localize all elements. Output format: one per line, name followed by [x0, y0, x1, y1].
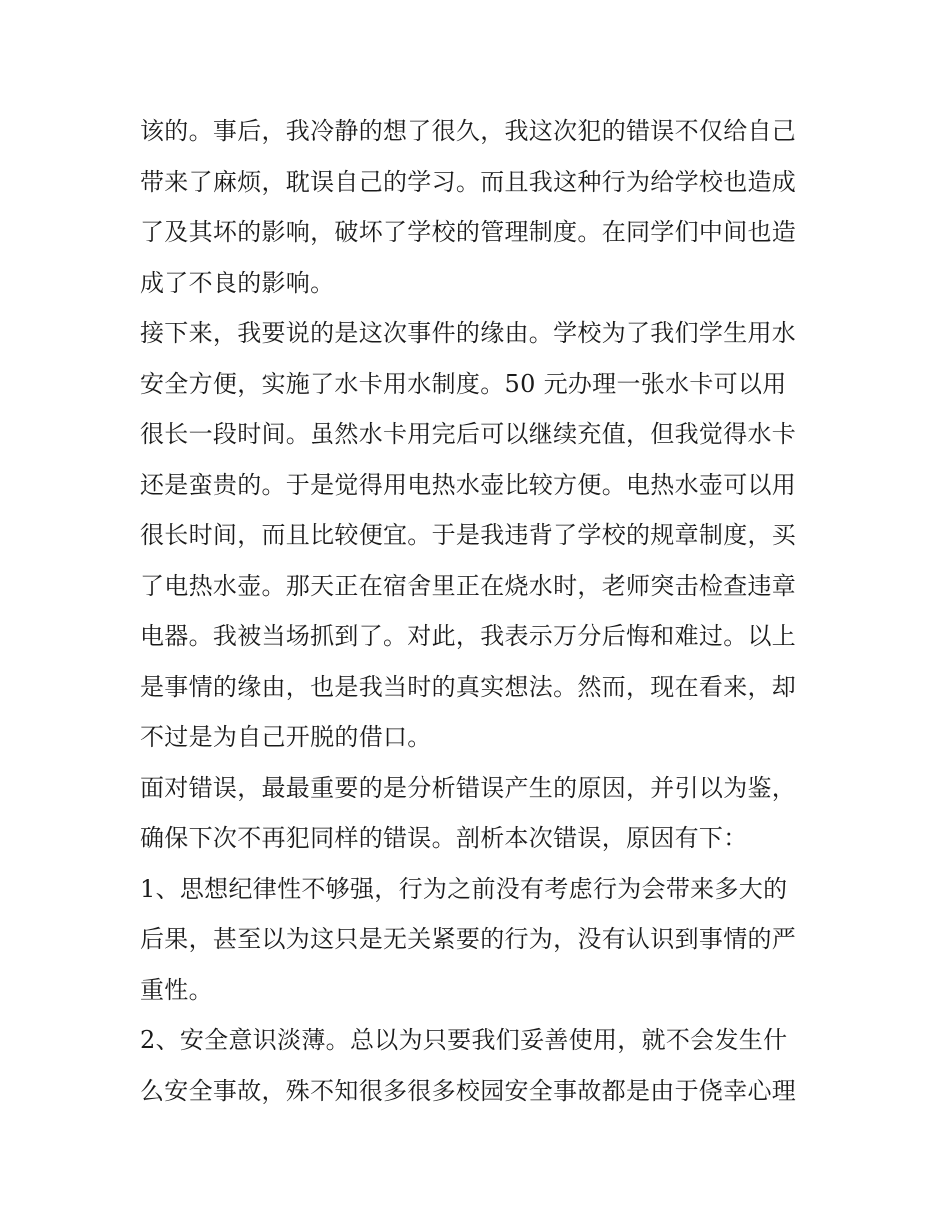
text-line: 电器。我被当场抓到了。对此，我表示万分后悔和难过。以上: [140, 622, 797, 650]
text-line: 2、安全意识淡薄。总以为只要我们妥善使用，就不会发生什: [140, 1026, 788, 1054]
text-line: 后果，甚至以为这只是无关紧要的行为，没有认识到事情的严: [140, 925, 797, 953]
text-line: 是事情的缘由，也是我当时的真实想法。然而，现在看来，却: [140, 672, 797, 701]
text-line: 么安全事故，殊不知很多很多校园安全事故都是由于侥幸心理: [140, 1076, 797, 1105]
text-line: 很长一段时间。虽然水卡用完后可以继续充值，但我觉得水卡: [140, 420, 797, 448]
text-line: 还是蛮贵的。于是觉得用电热水壶比较方便。电热水壶可以用: [140, 470, 797, 499]
text-line: 很长时间，而且比较便宜。于是我违背了学校的规章制度，买: [140, 521, 797, 549]
text-line: 重性。: [140, 975, 213, 1004]
text-line: 接下来，我要说的是这次事件的缘由。学校为了我们学生用水: [140, 319, 797, 347]
text-line: 了及其坏的影响，破坏了学校的管理制度。在同学们中间也造: [140, 218, 797, 246]
text-line: 确保下次不再犯同样的错误。剖析本次错误，原因有下：: [140, 824, 748, 852]
text-line: 带来了麻烦，耽误自己的学习。而且我这种行为给学校也造成: [140, 167, 797, 196]
text-line: 该的。事后，我冷静的想了很久，我这次犯的错误不仅给自己: [140, 117, 797, 145]
text-line: 面对错误，最最重要的是分析错误产生的原因，并引以为鉴，: [140, 773, 797, 802]
text-line: 安全方便，实施了水卡用水制度。50 元办理一张水卡可以用: [140, 369, 787, 398]
text-line: 成了不良的影响。: [140, 268, 335, 297]
text-line: 不过是为自己开脱的借口。: [140, 723, 432, 751]
document-body: [140, 106, 814, 1116]
text-line: 了电热水壶。那天正在宿舍里正在烧水时，老师突击检查违章: [140, 571, 797, 600]
text-line: 1、思想纪律性不够强，行为之前没有考虑行为会带来多大的: [140, 874, 788, 903]
